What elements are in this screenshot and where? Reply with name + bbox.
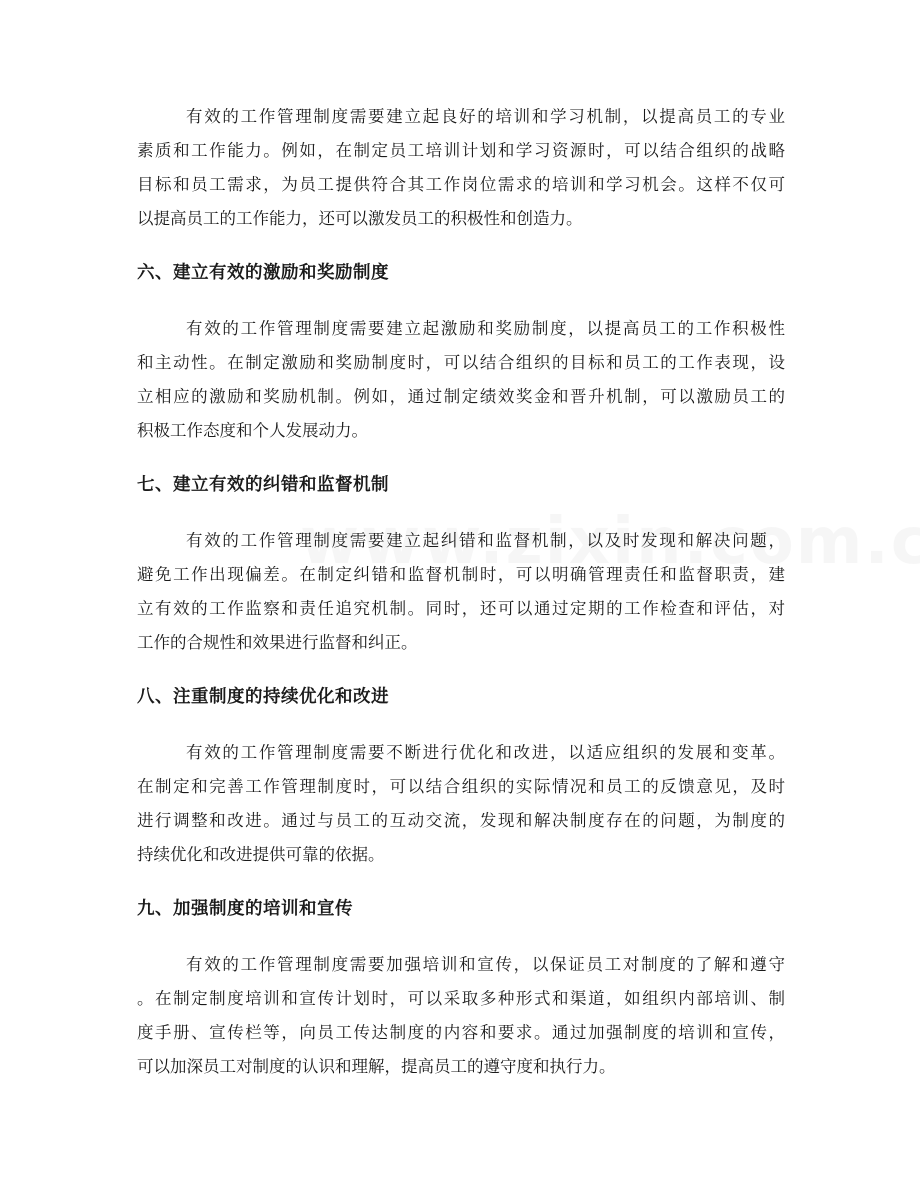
section-paragraph-7	[137, 524, 785, 660]
paragraph-line: 持续优化和改进提供可靠的依据。	[137, 845, 385, 864]
paragraph-line: 度手册、宣传栏等，向员工传达制度的内容和要求。通过加强制度的培训和宣传，	[137, 1023, 785, 1042]
paragraph-line: 有效的工作管理制度需要建立起良好的培训和学习机制，以提高员工的专业	[186, 107, 785, 126]
paragraph-line: 目标和员工需求，为员工提供符合其工作岗位需求的培训和学习机会。这样不仅可	[137, 175, 785, 194]
document-page	[137, 100, 785, 1084]
paragraph-line: 积极工作态度和个人发展动力。	[137, 421, 368, 440]
intro-paragraph	[137, 100, 785, 236]
paragraph-line: 立相应的激励和奖励机制。例如，通过制定绩效奖金和晋升机制，可以激励员工的	[137, 387, 785, 406]
section-heading-9: 九、加强制度的培训和宣传	[137, 899, 353, 919]
paragraph-line: 立有效的工作监察和责任追究机制。同时，还可以通过定期的工作检查和评估，对	[137, 599, 785, 618]
paragraph-line: 工作的合规性和效果进行监督和纠正。	[137, 633, 418, 652]
paragraph-line: 有效的工作管理制度需要不断进行优化和改进，以适应组织的发展和变革。	[186, 743, 785, 762]
section-heading-8: 八、注重制度的持续优化和改进	[137, 687, 389, 707]
paragraph-line: 有效的工作管理制度需要建立起激励和奖励制度，以提高员工的工作积极性	[186, 319, 785, 338]
section-heading-7: 七、建立有效的纠错和监督机制	[137, 475, 389, 495]
paragraph-line: 有效的工作管理制度需要加强培训和宣传，以保证员工对制度的了解和遵守	[186, 955, 785, 974]
paragraph-line: 在制定和完善工作管理制度时，可以结合组织的实际情况和员工的反馈意见，及时	[137, 777, 785, 796]
paragraph-line: 避免工作出现偏差。在制定纠错和监督机制时，可以明确管理责任和监督职责，建	[137, 565, 785, 584]
section-paragraph-9	[137, 948, 785, 1084]
section-paragraph-8	[137, 736, 785, 872]
paragraph-line: 素质和工作能力。例如，在制定员工培训计划和学习资源时，可以结合组织的战略	[137, 141, 785, 160]
paragraph-line: 以提高员工的工作能力，还可以激发员工的积极性和创造力。	[137, 209, 583, 228]
section-paragraph-6	[137, 312, 785, 448]
paragraph-line: 。在制定制度培训和宣传计划时，可以采取多种形式和渠道，如组织内部培训、制	[137, 989, 785, 1008]
paragraph-line: 可以加深员工对制度的认识和理解，提高员工的遵守度和执行力。	[137, 1057, 616, 1076]
paragraph-line: 进行调整和改进。通过与员工的互动交流，发现和解决制度存在的问题，为制度的	[137, 811, 785, 830]
paragraph-line: 有效的工作管理制度需要建立起纠错和监督机制，以及时发现和解决问题，	[186, 531, 785, 550]
paragraph-line: 和主动性。在制定激励和奖励制度时，可以结合组织的目标和员工的工作表现，设	[137, 353, 785, 372]
section-heading-6: 六、建立有效的激励和奖励制度	[137, 263, 389, 283]
